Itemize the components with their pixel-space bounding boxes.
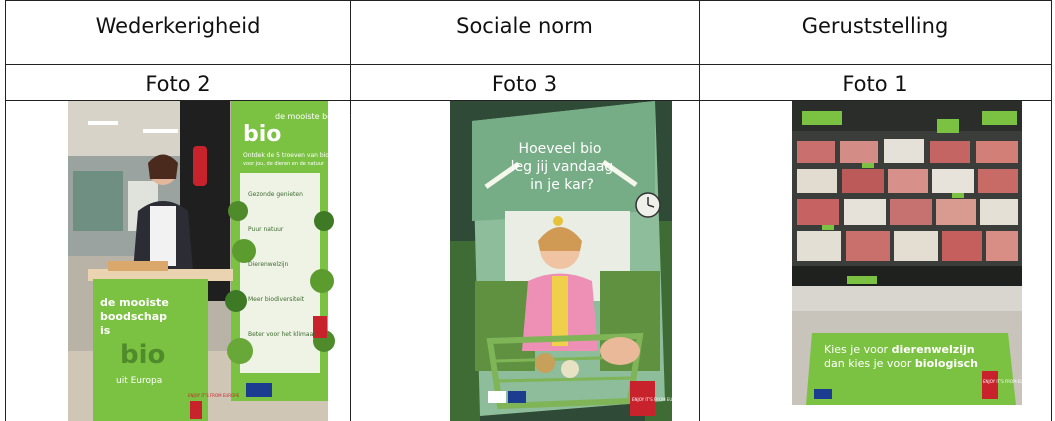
counter-text-1: de mooiste	[100, 296, 169, 309]
header-social-norm: Sociale norm	[456, 14, 593, 38]
enjoy-logo: ENJOY IT'S FROM EUROPE	[983, 379, 1035, 384]
counter-text-2: boodschap	[100, 310, 168, 323]
photo-girl-poster	[450, 101, 684, 421]
header-reassurance: Geruststelling	[801, 14, 949, 38]
comparison-table	[5, 0, 1051, 421]
photo-meat-counter	[792, 101, 1035, 405]
counter-text-4: uit Europa	[116, 376, 163, 386]
photo-label-1: Foto 1	[842, 72, 908, 96]
banner-top-text: de mooiste boodschap	[275, 112, 366, 121]
banner-sub-text-2: voor jou, de dieren en de natuur	[243, 161, 325, 167]
enjoy-logo: ENJOY IT'S FROM EUROPE	[188, 393, 240, 398]
panel-item: Gezonde genieten	[248, 191, 303, 198]
counter-brand: bio	[120, 340, 166, 370]
panel-item: Puur natuur	[248, 226, 284, 233]
header-reciprocity: Wederkerigheid	[95, 14, 261, 38]
counter-text-3: is	[100, 324, 111, 337]
row-divider	[6, 64, 1052, 65]
enjoy-logo: ENJOY IT'S FROM EUROPE	[632, 397, 684, 402]
panel-item: Beter voor het klimaat	[248, 331, 316, 338]
panel-item: Dierenwelzijn	[248, 261, 289, 268]
banner-brand-text: bio	[243, 122, 282, 147]
banner-sub-text: Ontdek de 5 troeven van bio	[243, 152, 329, 159]
poster-headline-3: in je kar?	[530, 177, 594, 193]
poster-headline-2: leg jij vandaag	[510, 159, 614, 175]
panel-item: Meer biodiversiteit	[248, 296, 305, 303]
photo-label-2: Foto 2	[145, 72, 211, 96]
photo-promo-stand	[68, 101, 366, 421]
floor-sticker-line-2: dan kies je voor biologisch	[824, 357, 978, 370]
photo-label-3: Foto 3	[491, 72, 558, 96]
floor-sticker-line-1: Kies je voor dierenwelzijn	[824, 343, 975, 356]
poster-headline-1: Hoeveel bio	[518, 141, 602, 157]
row-divider	[6, 0, 1052, 1]
